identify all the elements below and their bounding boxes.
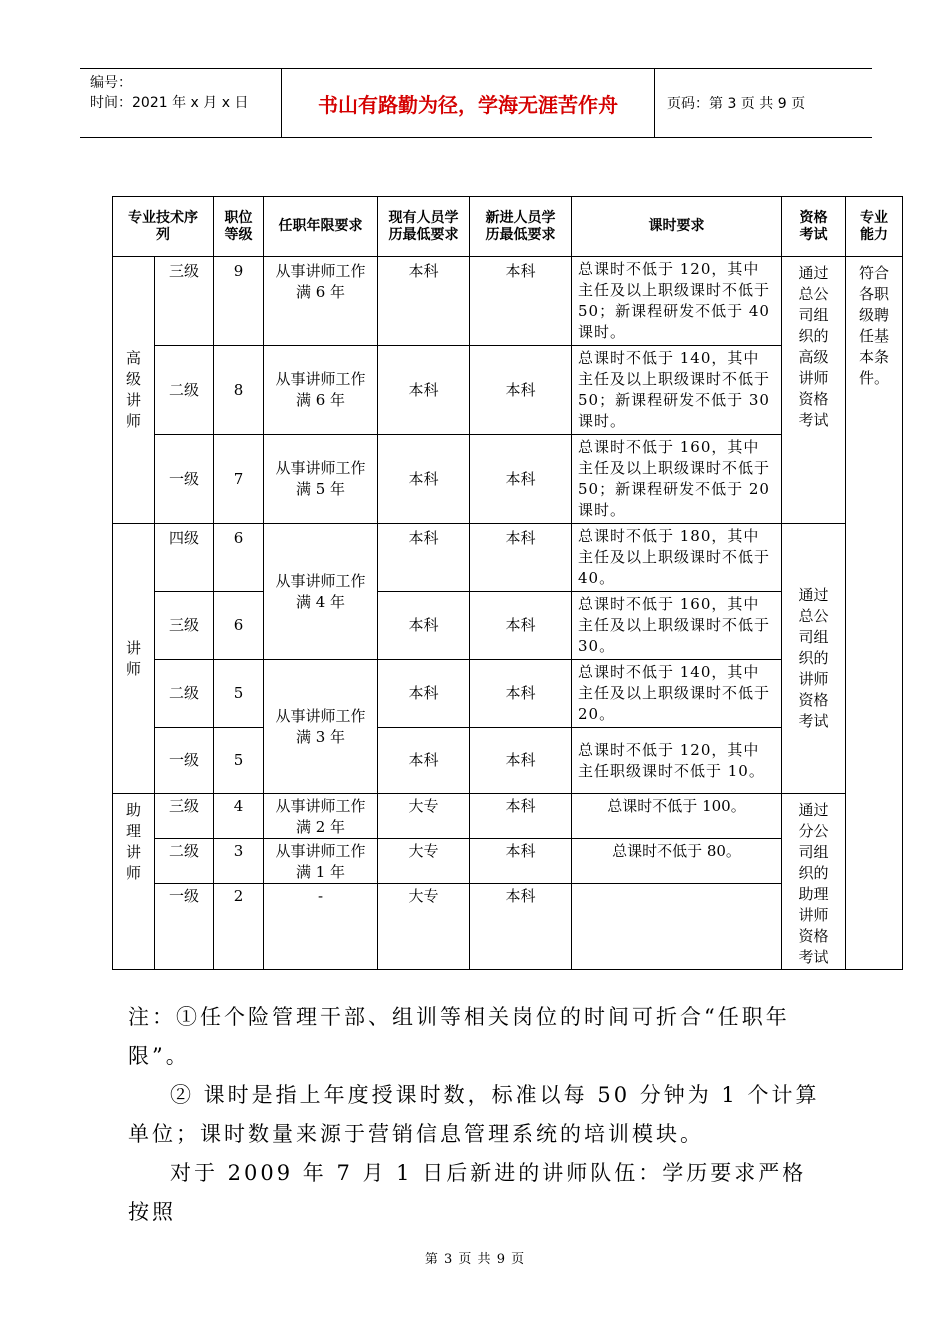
page-footer: 第 3 页 共 9 页	[424, 1252, 526, 1267]
row-edu-new: 本科	[470, 592, 572, 660]
exam-senior: 通过总公司组织的高级讲师资格考试	[782, 257, 846, 524]
row-edu-new: 本科	[470, 884, 572, 970]
row-tenure: 从事讲师工作满 1 年	[264, 839, 378, 884]
row-edu-existing: 本科	[378, 524, 470, 592]
col-header-series: 专业技术序列	[113, 197, 214, 257]
row-level: 三级	[155, 794, 214, 839]
col-header-ability: 专业能力	[846, 197, 903, 257]
row-hours: 总课时不低于 120，其中主任及以上职级课时不低于 50；新课程研发不低于 40 课时。	[572, 257, 782, 346]
header-left	[80, 69, 282, 137]
row-edu-new: 本科	[470, 346, 572, 435]
group-lecturer: 讲师	[113, 524, 155, 794]
notes-section	[128, 998, 828, 1232]
row-tenure: 从事讲师工作满 5 年	[264, 435, 378, 524]
row-level: 一级	[155, 884, 214, 970]
col-header-edu-existing: 现有人员学历最低要求	[378, 197, 470, 257]
row-edu-new: 本科	[470, 660, 572, 728]
header-slogan: 书山有路勤为径，学海无涯苦作舟	[282, 69, 655, 137]
row-level: 三级	[155, 257, 214, 346]
row-rank: 6	[214, 592, 264, 660]
note-2: ② 课时是指上年度授课时数，标准以每 50 分钟为 1 个计算单位；课时数量来源于营销信息管理系统的培训模块。	[128, 1083, 820, 1146]
col-header-edu-new: 新进人员学历最低要求	[470, 197, 572, 257]
row-edu-existing: 本科	[378, 728, 470, 794]
note-3: 对于 2009 年 7 月 1 日后新进的讲师队伍：学历要求严格按照	[128, 1161, 807, 1224]
row-rank: 4	[214, 794, 264, 839]
page-header	[80, 68, 872, 138]
col-header-tenure: 任职年限要求	[264, 197, 378, 257]
row-edu-new: 本科	[470, 794, 572, 839]
row-edu-existing: 本科	[378, 660, 470, 728]
group-assistant: 助理讲师	[113, 794, 155, 970]
col-header-hours: 课时要求	[572, 197, 782, 257]
ability-cell: 符合各职级聘任基本条件。	[846, 257, 903, 970]
group-senior: 高级讲师	[113, 257, 155, 524]
row-tenure: 从事讲师工作满 3 年	[264, 660, 378, 794]
row-rank: 2	[214, 884, 264, 970]
row-edu-existing: 大专	[378, 794, 470, 839]
row-hours: 总课时不低于 140，其中主任及以上职级课时不低于 50；新课程研发不低于 30 课时。	[572, 346, 782, 435]
row-edu-existing: 本科	[378, 592, 470, 660]
row-tenure: 从事讲师工作满 4 年	[264, 524, 378, 660]
table-row	[113, 794, 903, 839]
row-edu-existing: 大专	[378, 884, 470, 970]
row-edu-new: 本科	[470, 728, 572, 794]
row-level: 二级	[155, 346, 214, 435]
row-hours	[572, 884, 782, 970]
row-level: 四级	[155, 524, 214, 592]
row-edu-existing: 大专	[378, 839, 470, 884]
col-header-exam: 资格考试	[782, 197, 846, 257]
row-rank: 5	[214, 660, 264, 728]
col-header-grade: 职位等级	[214, 197, 264, 257]
row-edu-new: 本科	[470, 524, 572, 592]
row-edu-new: 本科	[470, 257, 572, 346]
row-hours: 总课时不低于 100。	[572, 794, 782, 839]
row-tenure: 从事讲师工作满 6 年	[264, 257, 378, 346]
header-number: 编号：	[90, 75, 132, 91]
row-hours: 总课时不低于 160，其中主任及以上职级课时不低于 30。	[572, 592, 782, 660]
row-rank: 3	[214, 839, 264, 884]
row-edu-existing: 本科	[378, 346, 470, 435]
row-tenure: 从事讲师工作满 6 年	[264, 346, 378, 435]
row-edu-new: 本科	[470, 435, 572, 524]
row-level: 二级	[155, 660, 214, 728]
row-hours: 总课时不低于 160，其中主任及以上职级课时不低于 50；新课程研发不低于 20 课时。	[572, 435, 782, 524]
row-tenure: -	[264, 884, 378, 970]
row-rank: 7	[214, 435, 264, 524]
row-hours: 总课时不低于 80。	[572, 839, 782, 884]
row-edu-existing: 本科	[378, 257, 470, 346]
row-level: 一级	[155, 728, 214, 794]
row-edu-new: 本科	[470, 839, 572, 884]
note-1: 注：①任个险管理干部、组训等相关岗位的时间可折合“任职年限”。	[128, 1005, 790, 1068]
row-hours: 总课时不低于 120，其中主任职级课时不低于 10。	[572, 728, 782, 794]
row-rank: 9	[214, 257, 264, 346]
row-rank: 8	[214, 346, 264, 435]
row-level: 三级	[155, 592, 214, 660]
row-hours: 总课时不低于 180，其中主任及以上职级课时不低于 40。	[572, 524, 782, 592]
row-tenure: 从事讲师工作满 2 年	[264, 794, 378, 839]
row-edu-existing: 本科	[378, 435, 470, 524]
header-page: 页码：第 3 页 共 9 页	[667, 96, 806, 112]
table-row	[113, 257, 903, 346]
exam-lecturer: 通过总公司组织的讲师资格考试	[782, 524, 846, 794]
header-time: 时间：2021 年 x 月 x 日	[90, 95, 249, 111]
row-level: 一级	[155, 435, 214, 524]
lecturer-grade-table	[112, 196, 903, 970]
exam-assistant: 通过分公司组织的助理讲师资格考试	[782, 794, 846, 970]
row-rank: 5	[214, 728, 264, 794]
table-header-row	[113, 197, 903, 257]
row-level: 二级	[155, 839, 214, 884]
row-rank: 6	[214, 524, 264, 592]
table-row	[113, 524, 903, 592]
row-hours: 总课时不低于 140，其中主任及以上职级课时不低于 20。	[572, 660, 782, 728]
